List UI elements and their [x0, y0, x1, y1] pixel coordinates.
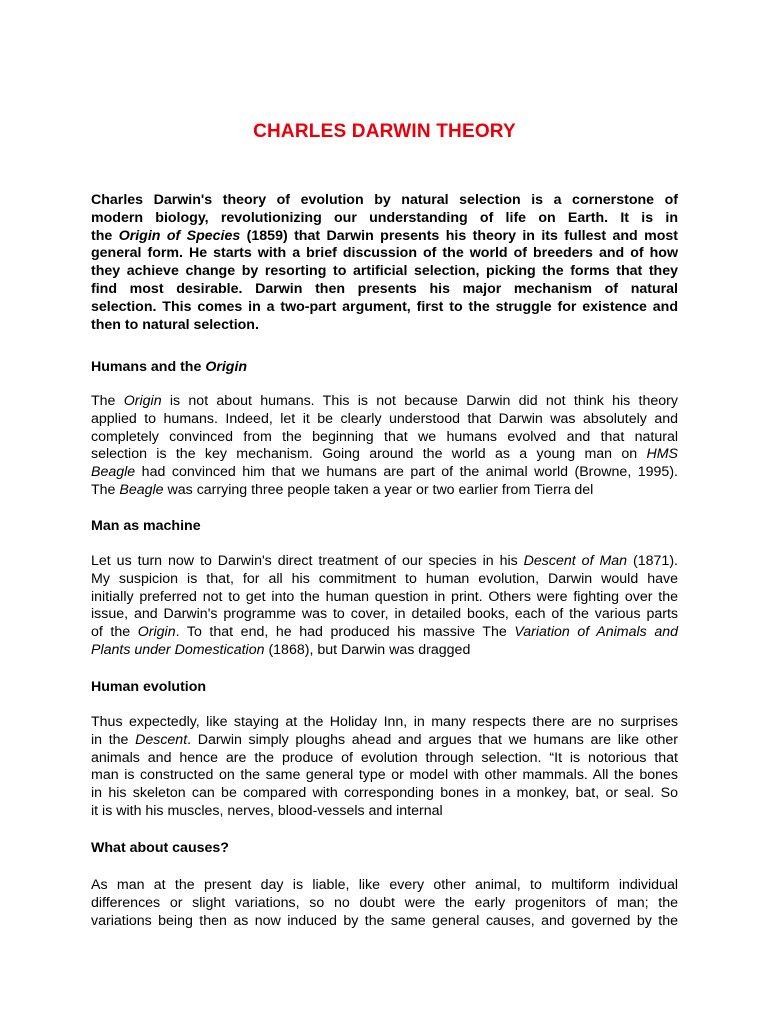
text-run: (1859) that Darwin presents his theory in its fullest and most	[240, 227, 678, 244]
italic-run: Plants under Domestication	[91, 641, 265, 658]
section-paragraph-human-evolution	[91, 714, 678, 821]
section-heading-human-evolution	[91, 679, 206, 695]
text-run: . To that end, he had produced his massive The	[175, 624, 515, 641]
text-run: completely convinced from the beginning that we humans evolved and that natural	[91, 428, 678, 445]
text-run: the	[91, 227, 119, 244]
text-run: Human evolution	[91, 679, 207, 695]
text-run: issue, and Darwin's programme was to cover, in detailed books, each of the various parts	[91, 606, 678, 623]
text-run: Man as machine	[91, 518, 201, 534]
text-line	[91, 589, 678, 607]
text-run: (1868), but Darwin was dragged	[264, 641, 471, 658]
text-run: Charles Darwin's theory of evolution by natural selection is a cornerstone of	[91, 192, 678, 208]
italic-run: Beagle	[91, 464, 136, 481]
text-line	[91, 482, 678, 500]
text-run: find most desirable. Darwin then presents his major mechanism of natural	[91, 280, 678, 297]
text-line	[91, 411, 678, 429]
italic-run: Descent of Man	[523, 553, 628, 569]
text-line	[91, 446, 678, 464]
text-run: Let us turn now to Darwin's direct treatment of our species in his	[91, 553, 524, 569]
text-line	[91, 245, 678, 263]
text-line	[91, 464, 678, 482]
text-run: was carrying three people taken a year or two earlier from Tierra del	[163, 481, 594, 498]
text-run: of the	[91, 624, 138, 641]
text-run: . Darwin simply ploughs ahead and argues that we humans are like other	[187, 731, 678, 748]
section-heading-humans-and-origin	[91, 359, 247, 375]
text-run: in his skeleton can be compared with corresponding bones in a monkey, bat, or seal. So	[91, 785, 678, 802]
text-run: (1871).	[627, 553, 678, 569]
text-line	[91, 299, 678, 317]
text-line	[91, 803, 678, 821]
text-line	[91, 192, 678, 210]
text-line	[91, 393, 678, 411]
text-run: initially preferred not to get into the human question in print. Others were fighting over the	[91, 588, 678, 605]
text-run: Thus expectedly, like staying at the Holiday Inn, in many respects there are no surprises	[91, 714, 678, 730]
intro-paragraph	[91, 192, 678, 334]
text-line	[91, 228, 678, 246]
text-line	[91, 571, 678, 589]
text-line	[91, 606, 678, 624]
text-run: variations being then as now induced by the same general causes, and governed by the	[91, 912, 678, 929]
text-line	[91, 263, 678, 281]
text-run: they achieve change by resorting to artificial selection, picking the forms that they	[91, 263, 678, 280]
italic-run: Origin	[137, 624, 176, 641]
section-paragraph-what-about-causes	[91, 877, 678, 930]
text-run: man is constructed on the same general type or model with other mammals. All the bones	[91, 767, 678, 784]
text-line	[91, 714, 678, 732]
text-line	[91, 767, 678, 785]
section-heading-what-about-causes	[91, 840, 229, 856]
text-line	[91, 913, 678, 931]
section-heading-man-as-machine	[91, 518, 201, 534]
text-line	[91, 624, 678, 642]
italic-run: Origin	[123, 393, 162, 409]
text-line	[91, 732, 678, 750]
text-line	[91, 642, 678, 660]
italic-run: Descent	[135, 731, 188, 748]
italic-run: HMS	[646, 446, 678, 463]
text-run: What about causes?	[91, 840, 229, 856]
text-run: selection is the key mechanism. Going around the world as a young man on	[91, 446, 647, 463]
text-line	[91, 750, 678, 768]
document-title: CHARLES DARWIN THEORY	[253, 121, 516, 142]
italic-run: Origin	[205, 359, 248, 375]
section-paragraph-man-as-machine	[91, 553, 678, 660]
text-run: The	[91, 481, 120, 498]
italic-run: Beagle	[119, 481, 164, 498]
text-run: selection. This comes in a two-part argument, first to the struggle for existence and	[91, 298, 678, 315]
text-run: Humans and the	[91, 359, 206, 375]
text-run: general form. He starts with a brief discussion of the world of breeders and of how	[91, 245, 678, 262]
text-run: applied to humans. Indeed, let it be clearly understood that Darwin was absolutely and	[91, 410, 678, 427]
text-line	[91, 785, 678, 803]
text-line	[91, 877, 678, 895]
text-run: The	[91, 393, 124, 409]
text-run: modern biology, revolutionizing our understanding of life on Earth. It is in	[91, 209, 678, 226]
italic-run: Variation of Animals and	[514, 624, 678, 641]
text-run: As man at the present day is liable, like every other animal, to multiform individual	[91, 877, 678, 893]
text-line	[91, 281, 678, 299]
text-line	[91, 553, 678, 571]
text-line	[91, 895, 678, 913]
text-run: My suspicion is that, for all his commitment to human evolution, Darwin would have	[91, 570, 678, 587]
text-run: it is with his muscles, nerves, blood-vessels and internal	[91, 802, 443, 819]
section-paragraph-humans-and-origin	[91, 393, 678, 500]
text-line	[91, 210, 678, 228]
text-run: differences or slight variations, so no doubt were the early progenitors of man; the	[91, 894, 678, 911]
text-run: had convinced him that we humans are part of the animal world (Browne, 1995).	[135, 464, 678, 481]
text-run: is not about humans. This is not because Darwin did not think his theory	[161, 393, 678, 409]
text-run: animals and hence are the produce of evolution through selection. “It is notorious that	[91, 749, 678, 766]
text-run: in the	[91, 731, 136, 748]
text-line	[91, 429, 678, 447]
italic-run: Origin of Species	[118, 227, 241, 244]
text-run: then to natural selection.	[91, 316, 259, 333]
text-line	[91, 317, 678, 335]
